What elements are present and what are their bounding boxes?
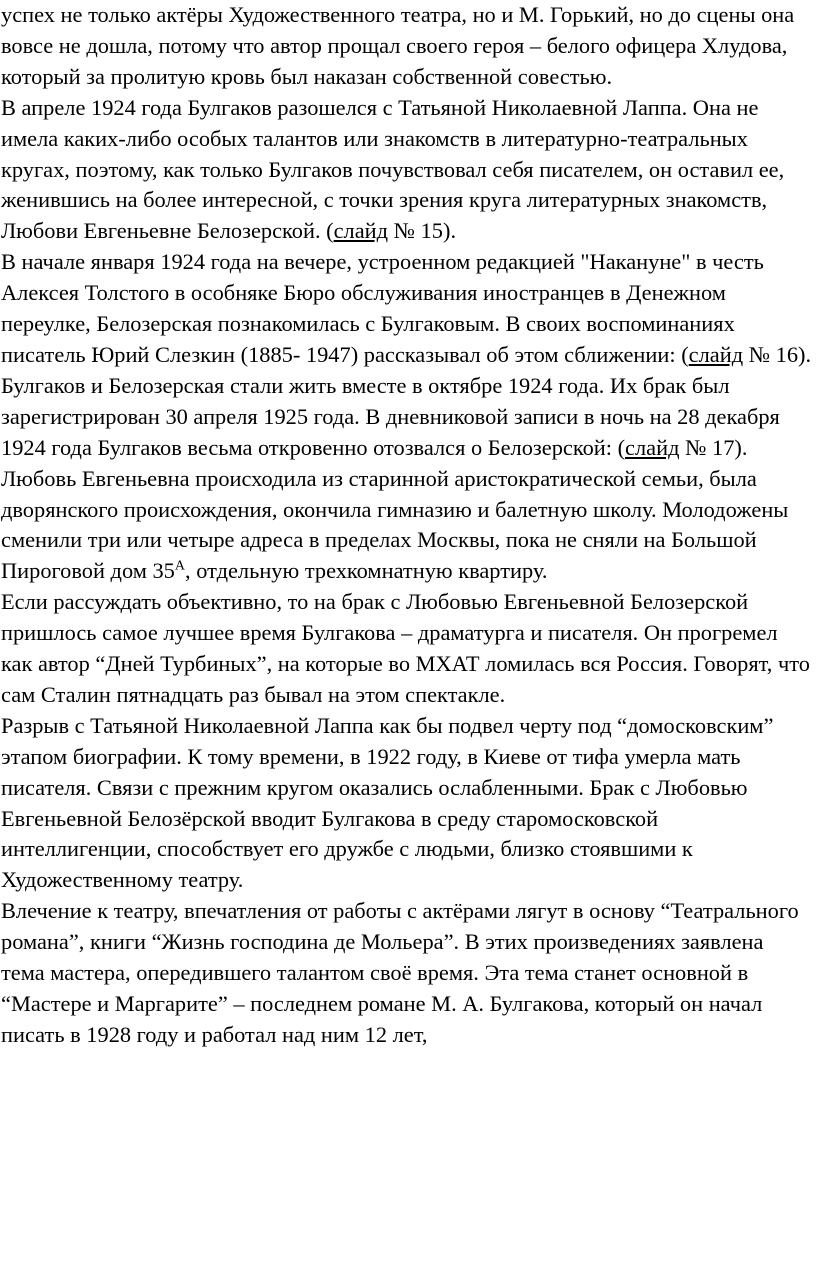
- paragraph-3-tail: № 16).: [743, 341, 812, 367]
- paragraph-2: [1, 93, 812, 248]
- paragraph-2-text: В апреле 1924 года Булгаков разошелся с Татьяной Николаевной Лаппа. Она не имела каких-либо особых талантов или знакомств в литературно-театральных кругах, поэтому, как только Булгаков почувствовал себя писателем, он оставил ее, женившись на более интересной, с точки зрения круга литературных знакомств, Любови Евгеньевне Белозерской. (: [1, 94, 785, 244]
- paragraph-5-text: Любовь Евгеньевна происходила из старинной аристократической семьи, была дворянского происхождения, окончила гимназию и балетную школу. Молодожены сменили три или четыре адреса в пределах Москвы, пока не сняли на Большой Пироговой дом 35: [1, 465, 789, 584]
- paragraph-5: [1, 464, 812, 588]
- paragraph-3-text: В начале января 1924 года на вечере, устроенном редакцией "Накануне" в честь Алексея Толстого в особняке Бюро обслуживания иностранцев в Денежном переулке, Белозерская познакомилась с Булгаковым. В своих воспоминаниях писатель Юрий Слезкин (1885- 1947) рассказывал об этом сближении: (: [1, 249, 764, 367]
- paragraph-4-tail: № 17).: [679, 434, 748, 460]
- paragraph-8: Влечение к театру, впечатления от работы с актёрами лягут в основу “Театрального романа”, книги “Жизнь господина де Мольера”. В этих произведениях заявлена тема мастера, опередившего талантом своё время. Эта тема станет основной в “Мастере и Маргарите” – последнем романе М. А. Булгакова, который он начал писать в 1928 году и работал над ним 12 лет,: [1, 898, 799, 1047]
- paragraph-7: Разрыв с Татьяной Николаевной Лаппа как бы подвел черту под “домосковским” этапом биографии. К тому времени, в 1922 году, в Киеве от тифа умерла мать писателя. Связи с прежним кругом оказались ослабленными. Брак с Любовью Евгеньевной Белозёрской вводит Булгакова в среду старомосковской интеллигенции, способствует его дружбе с людьми, близко стоявшими к Художественному театру.: [1, 712, 774, 893]
- slide-link-16[interactable]: слайд: [688, 341, 744, 367]
- slide-link-15[interactable]: слайд: [333, 218, 389, 244]
- paragraph-5-tail: , отдельную трехкомнатную квартиру.: [185, 558, 548, 584]
- slide-link-17[interactable]: слайд: [625, 434, 680, 460]
- paragraph-3: [1, 247, 812, 371]
- house-number-superscript: А: [174, 558, 186, 574]
- paragraph-4-text: Булгаков и Белозерская стали жить вместе в октябре 1924 года. Их брак был зарегистрирован 30 апреля 1925 года. В дневниковой записи в ночь на 28 декабря 1924 года Булгаков весьма откровенно отозвался о Белозерской: (: [1, 372, 780, 460]
- paragraph-4: [1, 371, 812, 464]
- paragraph-1: успех не только актёры Художественного театра, но и М. Горький, но до сцены она вовсе не дошла, потому что автор прощал своего героя – белого офицера Хлудова, который за пролитую кровь был наказан собственной совестью.: [1, 2, 795, 89]
- paragraph-6: Если рассуждать объективно, то на брак с Любовью Евгеньевной Белозерской пришлось самое лучшее время Булгакова – драматурга и писателя. Он прогремел как автор “Дней Турбиных”, на которые во МХАТ ломилась вся Россия. Говорят, что сам Сталин пятнадцать раз бывал на этом спектакле.: [1, 589, 810, 707]
- paragraph-2-tail: № 15).: [388, 218, 457, 244]
